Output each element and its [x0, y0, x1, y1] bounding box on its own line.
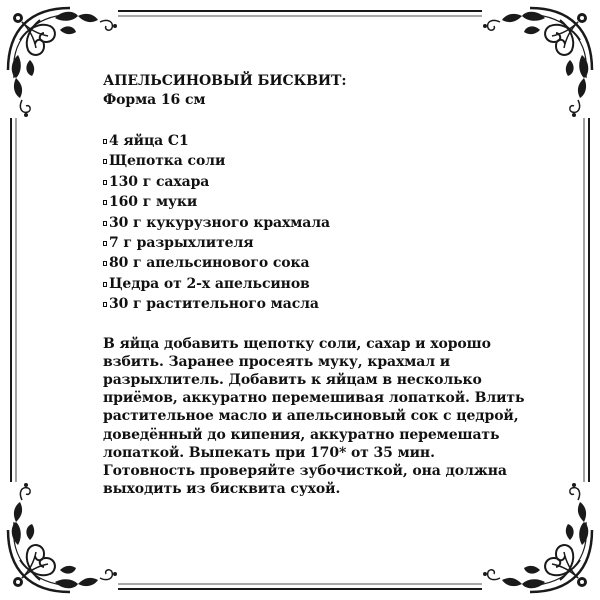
ingredient-item: [103, 192, 533, 212]
corner-ornament-bottom-left: [8, 483, 117, 592]
ingredient-item: [103, 151, 533, 171]
ingredient-item: [103, 233, 533, 253]
square-bullet-icon: [103, 180, 107, 185]
square-bullet-icon: [103, 302, 107, 307]
ingredient-text: 80 г апельсинового сока: [109, 255, 310, 272]
square-bullet-icon: [103, 261, 107, 266]
square-bullet-icon: [103, 200, 107, 205]
ingredient-list: [103, 131, 533, 315]
ingredient-text: 30 г растительного масла: [109, 296, 319, 313]
ingredient-item: [103, 213, 533, 233]
corner-ornament-bottom-right: [483, 483, 592, 592]
square-bullet-icon: [103, 282, 107, 287]
ingredient-text: 4 яйца С1: [109, 133, 189, 149]
recipe-instructions: В яйца добавить щепотку соли, сахар и хорошо взбить. Заранее просеять муку, крахмал и разрыхлитель. Добавить к яйцам в несколько приёмов, аккуратно перемешивая лопаткой. Влить растительное масло и апельсиновый сок с цедрой, доведённый до кипения, аккуратно перемешать лопаткой. Выпекать при 170* от 35 мин. Готовность проверяйте зубочисткой, она должна выходить из бисквита сухой.: [103, 335, 525, 498]
ingredient-item: [103, 294, 533, 314]
square-bullet-icon: [103, 241, 107, 246]
square-bullet-icon: [103, 221, 107, 226]
recipe-content: [103, 72, 533, 498]
ingredient-item: [103, 253, 533, 273]
ingredient-item: [103, 274, 533, 294]
square-bullet-icon: [103, 159, 107, 164]
square-bullet-icon: [103, 139, 107, 144]
ingredient-text: 160 г муки: [109, 194, 198, 211]
recipe-title: АПЕЛЬСИНОВЫЙ БИСКВИТ:: [103, 73, 347, 89]
ingredient-text: 130 г сахара: [109, 173, 210, 190]
ingredient-text: 7 г разрыхлителя: [109, 235, 254, 252]
ingredient-text: Цедра от 2-х апельсинов: [109, 275, 310, 292]
ingredient-item: [103, 131, 533, 151]
ingredient-item: [103, 172, 533, 192]
ingredient-text: Щепотка соли: [109, 153, 226, 170]
corner-ornament-top-left: [8, 8, 117, 117]
recipe-subtitle: Форма 16 см: [103, 92, 206, 108]
ingredient-text: 30 г кукурузного крахмала: [109, 214, 331, 231]
